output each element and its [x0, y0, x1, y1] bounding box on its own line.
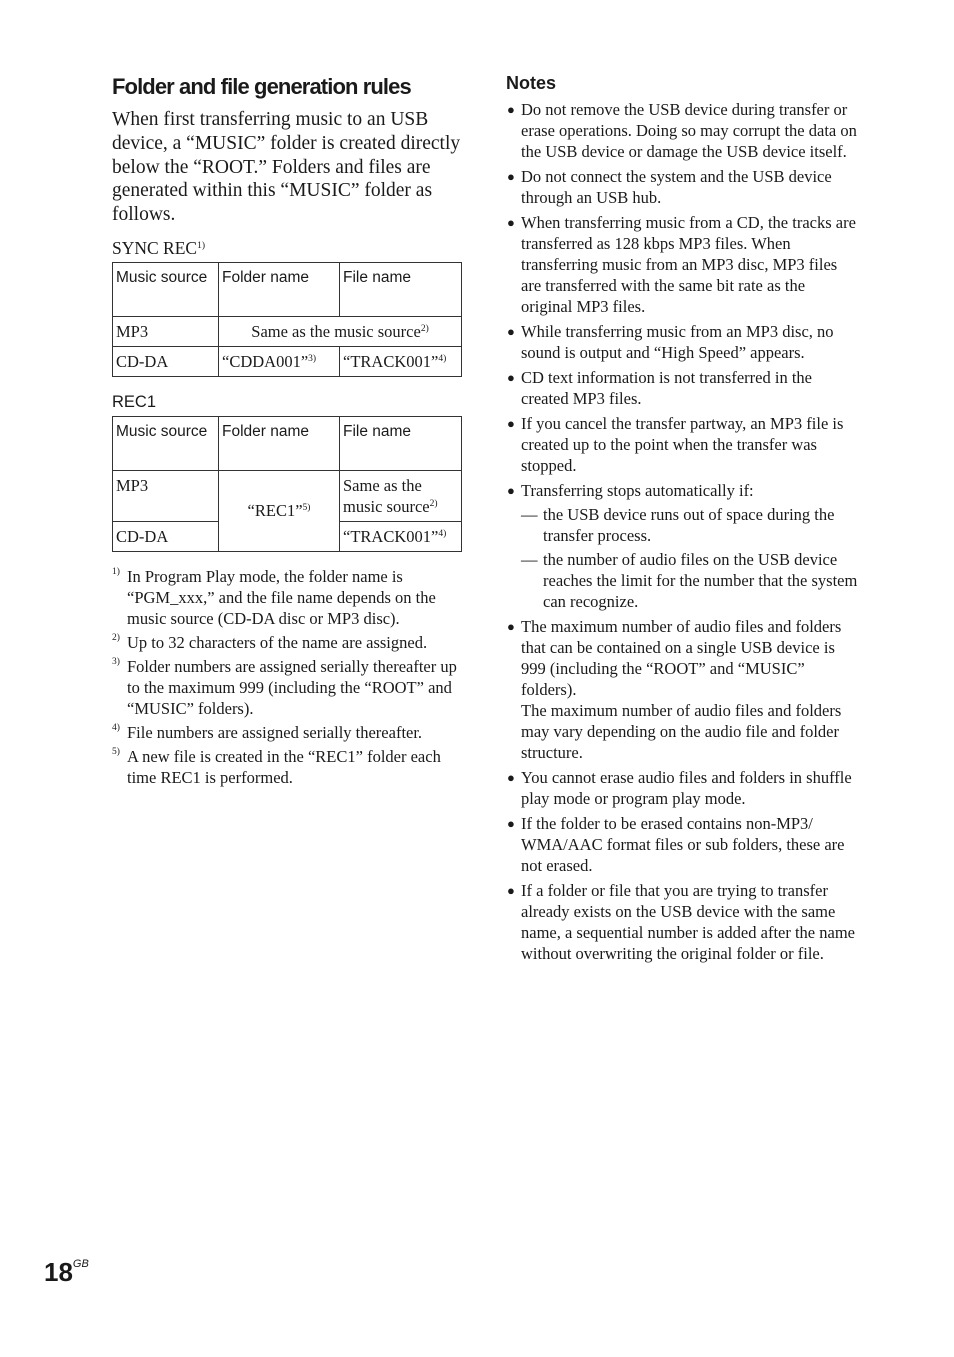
header-folder-name: Folder name: [219, 262, 340, 316]
list-item: ● If the folder to be erased contains non-MP3/ WMA/AAC format files or sub folders, these are not erased.: [507, 814, 845, 875]
header-music-source: Music source: [113, 416, 219, 470]
bullet-icon: ●: [507, 324, 515, 339]
table-header-row: [113, 416, 462, 470]
list-item: ● If you cancel the transfer partway, an MP3 file is created up to the point when the transfer was stopped.: [507, 414, 844, 475]
sub-list-item: — the USB device runs out of space during the transfer process.: [521, 505, 835, 545]
notes-title: Notes: [506, 73, 557, 93]
table-row: [113, 346, 462, 376]
header-music-source: Music source: [113, 262, 219, 316]
list-item: ● Do not remove the USB device during transfer or erase operations. Doing so may corrupt the data on the USB device or damage the USB device itself.: [507, 100, 857, 161]
list-item: ● Do not connect the system and the USB device through an USB hub.: [507, 167, 832, 207]
header-file-name: File name: [340, 416, 462, 470]
cell-file: “TRACK001”$^{4)}$: [340, 346, 462, 376]
footnote: 4) File numbers are assigned serially thereafter.: [112, 722, 423, 742]
bullet-icon: ●: [507, 883, 515, 898]
list-item: ● While transferring music from an MP3 disc, no sound is output and “High Speed” appears.: [507, 322, 834, 362]
cell-file: Same as the music source$^{2)}$: [340, 470, 462, 521]
footnote: 1) In Program Play mode, the folder name is “PGM_xxx,” and the file name depends on the music source (CD-DA disc or MP3 disc).: [112, 566, 436, 628]
cell-file: “TRACK001”$^{4)}$: [340, 521, 462, 551]
sync-rec-label: SYNC REC$^{1)}$: [112, 237, 206, 258]
intro-paragraph: When first transferring music to an USB device, a “MUSIC” folder is created directly below the “ROOT.” Folders and files are generated within this “MUSIC” folder as follows.: [112, 109, 461, 226]
bullet-icon: ●: [507, 169, 515, 184]
dash-icon: —: [521, 550, 538, 569]
header-file-name: File name: [340, 262, 462, 316]
bullet-icon: ●: [507, 102, 515, 117]
list-item: ● When transferring music from a CD, the tracks are transferred as 128 kbps MP3 files. When transferring music from an MP3 disc, MP3 files are transferred with the same bit rate as the original MP3 files.: [507, 213, 856, 316]
list-item: ● You cannot erase audio files and folders in shuffle play mode or program play mode.: [507, 768, 852, 808]
footnote: 2) Up to 32 characters of the name are assigned.: [112, 632, 428, 652]
sub-list-item: — the number of audio files on the USB device reaches the limit for the number that the system can recognize.: [521, 550, 858, 611]
section-heading: Folder and file generation rules: [112, 74, 411, 99]
page-number: $18^{GB}$: [44, 1257, 89, 1287]
bullet-icon: ●: [507, 416, 515, 431]
sync-rec-table: [112, 262, 462, 377]
dash-icon: —: [521, 505, 538, 524]
list-item: ● Transferring stops automatically if: — the USB device runs out of space during the transfer process. — the number of audio files on the USB device reaches the limit for the number that the system can recognize.: [507, 481, 858, 611]
header-folder-name: Folder name: [219, 416, 340, 470]
cell-source: MP3: [113, 316, 219, 346]
list-item: ● If a folder or file that you are trying to transfer already exists on the USB device with the same name, a sequential number is added after the name without overwriting the original folder or file.: [507, 881, 855, 963]
bullet-icon: ●: [507, 215, 515, 230]
note-continuation: The maximum number of audio files and folders may vary depending on the audio file and folder structure.: [521, 701, 842, 762]
bullet-icon: ●: [507, 619, 515, 634]
bullet-icon: ●: [507, 770, 515, 785]
list-item: ● CD text information is not transferred in the created MP3 files.: [507, 368, 812, 408]
footnotes: [112, 566, 464, 788]
table-header-row: [113, 262, 462, 316]
list-item: ● The maximum number of audio files and folders that can be contained on a single USB device is 999 (including the “ROOT” and “MUSIC” folders). The maximum number of audio files and folders may vary depending on the audio file and folder structure.: [506, 616, 858, 763]
left-column: [112, 72, 464, 791]
bullet-icon: ●: [507, 370, 515, 385]
table-row: [113, 470, 462, 521]
rec1-label: REC1: [112, 392, 157, 411]
cell-source: MP3: [113, 470, 219, 521]
footnote: 5) A new file is created in the “REC1” folder each time REC1 is performed.: [112, 746, 441, 787]
cell-source: CD-DA: [113, 521, 219, 551]
rec1-table: [112, 416, 462, 552]
cell-folder: “CDDA001”$^{3)}$: [219, 346, 340, 376]
bullet-icon: ●: [507, 483, 515, 498]
cell-folder-merged: “REC1”$^{5)}$: [219, 470, 340, 551]
table-row: [113, 316, 462, 346]
footnote: 3) Folder numbers are assigned serially thereafter up to the maximum 999 (including the “ROOT” and “MUSIC” folders).: [112, 656, 457, 718]
bullet-icon: ●: [507, 816, 515, 831]
cell-merged: Same as the music source$^{2)}$: [219, 316, 462, 346]
notes-column: [506, 72, 858, 968]
cell-source: CD-DA: [113, 346, 219, 376]
